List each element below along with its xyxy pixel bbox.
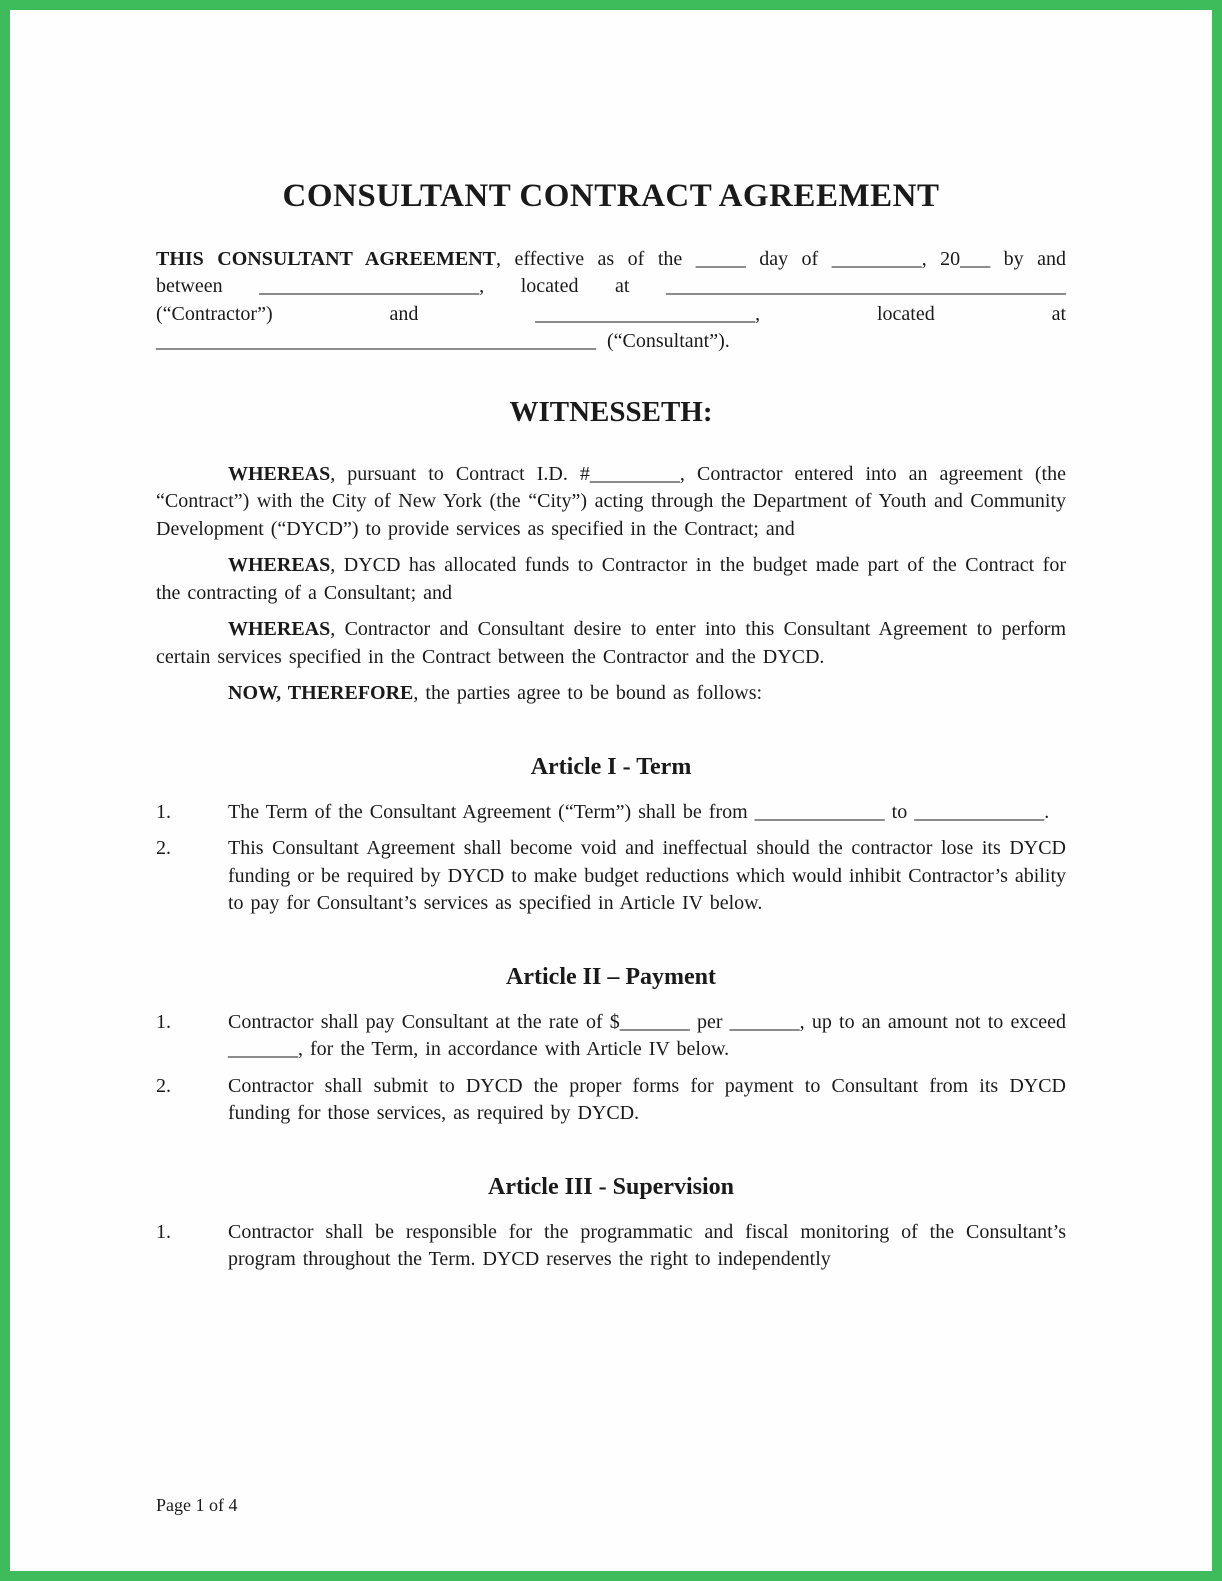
document-content (10, 178, 1212, 1274)
whereas-clause-2 (156, 552, 1066, 607)
clause-text: , Contractor and Consultant desire to enter into this Consultant Agreement to perform certain services specified in the Contract between the Contractor and the DYCD. (156, 618, 1066, 668)
whereas-clause-3 (156, 616, 1066, 671)
list-item (156, 1219, 1066, 1274)
list-item (156, 835, 1066, 918)
item-number: 2. (156, 837, 171, 860)
item-number: 2. (156, 1074, 171, 1097)
clause-lead-bold: WHEREAS (228, 462, 331, 485)
item-text: This Consultant Agreement shall become void and ineffectual should the contractor lose its DYCD funding or be required by DYCD to make budget reductions which would inhibit Contractor’s ability to pay for Consultant’s services as specified in Article IV below. (228, 837, 1066, 915)
article-1-heading: Article I - Term (530, 753, 692, 780)
clause-lead-bold: WHEREAS (228, 618, 331, 641)
item-text: Contractor shall submit to DYCD the proper forms for payment to Consultant from its DYCD funding for those services, as required by DYCD. (228, 1074, 1066, 1125)
page-number-footer: Page 1 of 4 (156, 1495, 238, 1515)
item-text: The Term of the Consultant Agreement (“Term”) shall be from _____________ to _____________. (228, 800, 1050, 823)
clause-lead-bold: NOW, THEREFORE (228, 682, 414, 705)
item-text: Contractor shall be responsible for the programmatic and fiscal monitoring of the Consultant’s program throughout the Term. DYCD reserves the right to independently (228, 1220, 1066, 1271)
document-title: CONSULTANT CONTRACT AGREEMENT (282, 178, 940, 214)
document-page (10, 10, 1212, 1571)
intro-paragraph (156, 246, 1066, 356)
intro-body-text: , effective as of the _____ day of _________, 20___ by and between ______________________, located at ________________________________________ (“Contractor”) and ______________________, located at ____________________________________________ (“Consultant”). (156, 247, 1066, 353)
item-number: 1. (156, 800, 171, 823)
witnesseth-heading: WITNESSETH: (509, 395, 713, 428)
intro-lead-bold: THIS CONSULTANT AGREEMENT (156, 247, 497, 270)
list-item (156, 799, 1066, 827)
now-therefore-clause (156, 680, 1066, 708)
item-number: 1. (156, 1010, 171, 1033)
clause-text: , pursuant to Contract I.D. #_________, Contractor entered into an agreement (the “Contract”) with the City of New York (the “City”) acting through the Department of Youth and Community Development (“DYCD”) to provide services as specified in the Contract; and (156, 462, 1066, 540)
clause-text: , DYCD has allocated funds to Contractor in the budget made part of the Contract for the contracting of a Consultant; and (156, 554, 1066, 604)
whereas-clause-1 (156, 461, 1066, 544)
item-number: 1. (156, 1220, 171, 1243)
clause-lead-bold: WHEREAS (228, 554, 331, 577)
list-item (156, 1073, 1066, 1128)
item-text: Contractor shall pay Consultant at the rate of $_______ per _______, up to an amount not to exceed _______, for the Term, in accordance with Article IV below. (228, 1010, 1066, 1061)
list-item (156, 1009, 1066, 1064)
article-3-heading: Article III - Supervision (488, 1173, 734, 1200)
article-2-heading: Article II – Payment (506, 963, 716, 990)
clause-text: , the parties agree to be bound as follows: (413, 682, 763, 705)
